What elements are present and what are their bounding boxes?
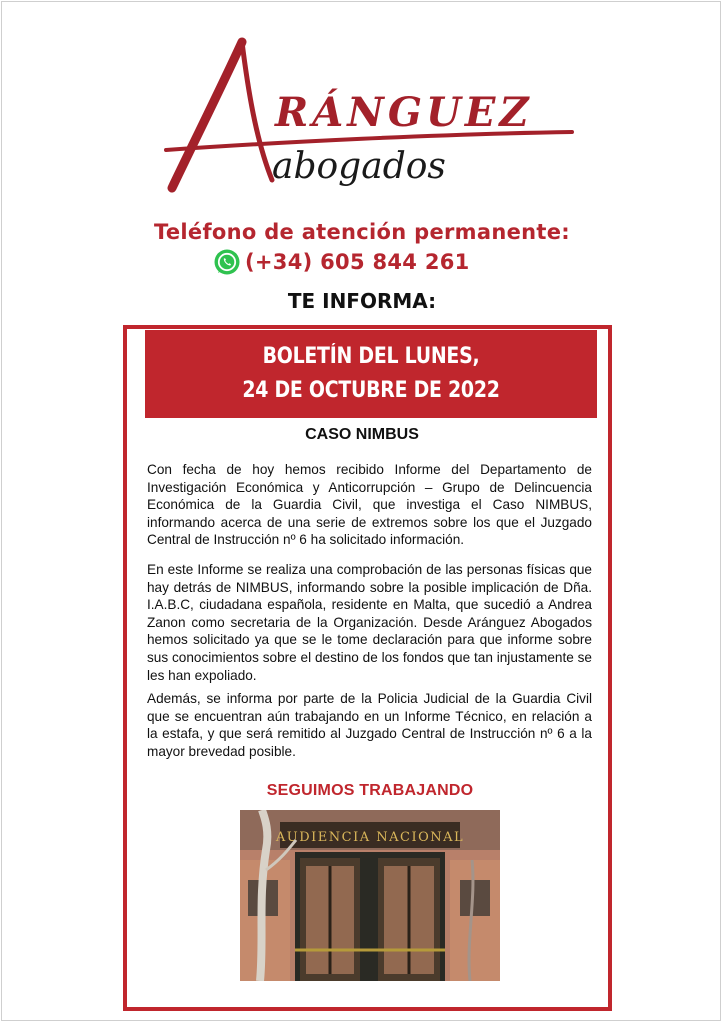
aranguez-logo <box>160 30 580 200</box>
bulletin-banner <box>145 330 597 418</box>
phone-number[interactable]: (+34) 605 844 261 <box>245 250 470 274</box>
paragraph-1: Con fecha de hoy hemos recibido Informe del Departamento de Investigación Económica y Anticorrupción – Grupo de Delincuencia Económica de la Guardia Civil, que investiga el Caso NIMBUS, informando acerca de una serie de extremos sobre los que el Juzgado Central de Instrucción nº 6 ha solicitado información. <box>147 462 592 548</box>
logo-name: RÁNGUEZ <box>275 89 533 136</box>
banner-line-1: BOLETÍN DEL LUNES, <box>262 344 480 369</box>
phone-line <box>213 248 470 276</box>
paragraph-2: En este Informe se realiza una comprobación de las personas físicas que hay detrás de NIMBUS, informando sobre la posible implicación de Dña. I.A.B.C, ciudadana española, residente en Malta, que sucedió a Andrea Zanon como secretaria de la Organización. Desde Aránguez Abogados hemos solicitado ya que se le tome declaración para que informe sobre sus conocimientos sobre el destino de los fondos que tan injustamente se les han expoliado. <box>147 562 592 683</box>
whatsapp-icon <box>213 248 241 276</box>
case-title: CASO NIMBUS <box>305 426 419 443</box>
audiencia-nacional-photo <box>240 810 500 981</box>
logo-subtitle: abogados <box>272 146 446 187</box>
photo-sign: AUDIENCIA NACIONAL <box>275 830 465 845</box>
closing-headline: SEGUIMOS TRABAJANDO <box>266 782 474 799</box>
paragraph-3: Además, se informa por parte de la Policia Judicial de la Guardia Civil que se encuentran aún trabajando en un Informe Técnico, en relación a la estafa, y que será remitido al Juzgado Central de Instrucción nº 6 a la mayor brevedad posible. <box>147 691 592 759</box>
te-informa-heading: TE INFORMA: <box>287 289 437 313</box>
banner-line-2: 24 DE OCTUBRE DE 2022 <box>242 378 500 403</box>
phone-title: Teléfono de atención permanente: <box>154 220 570 244</box>
